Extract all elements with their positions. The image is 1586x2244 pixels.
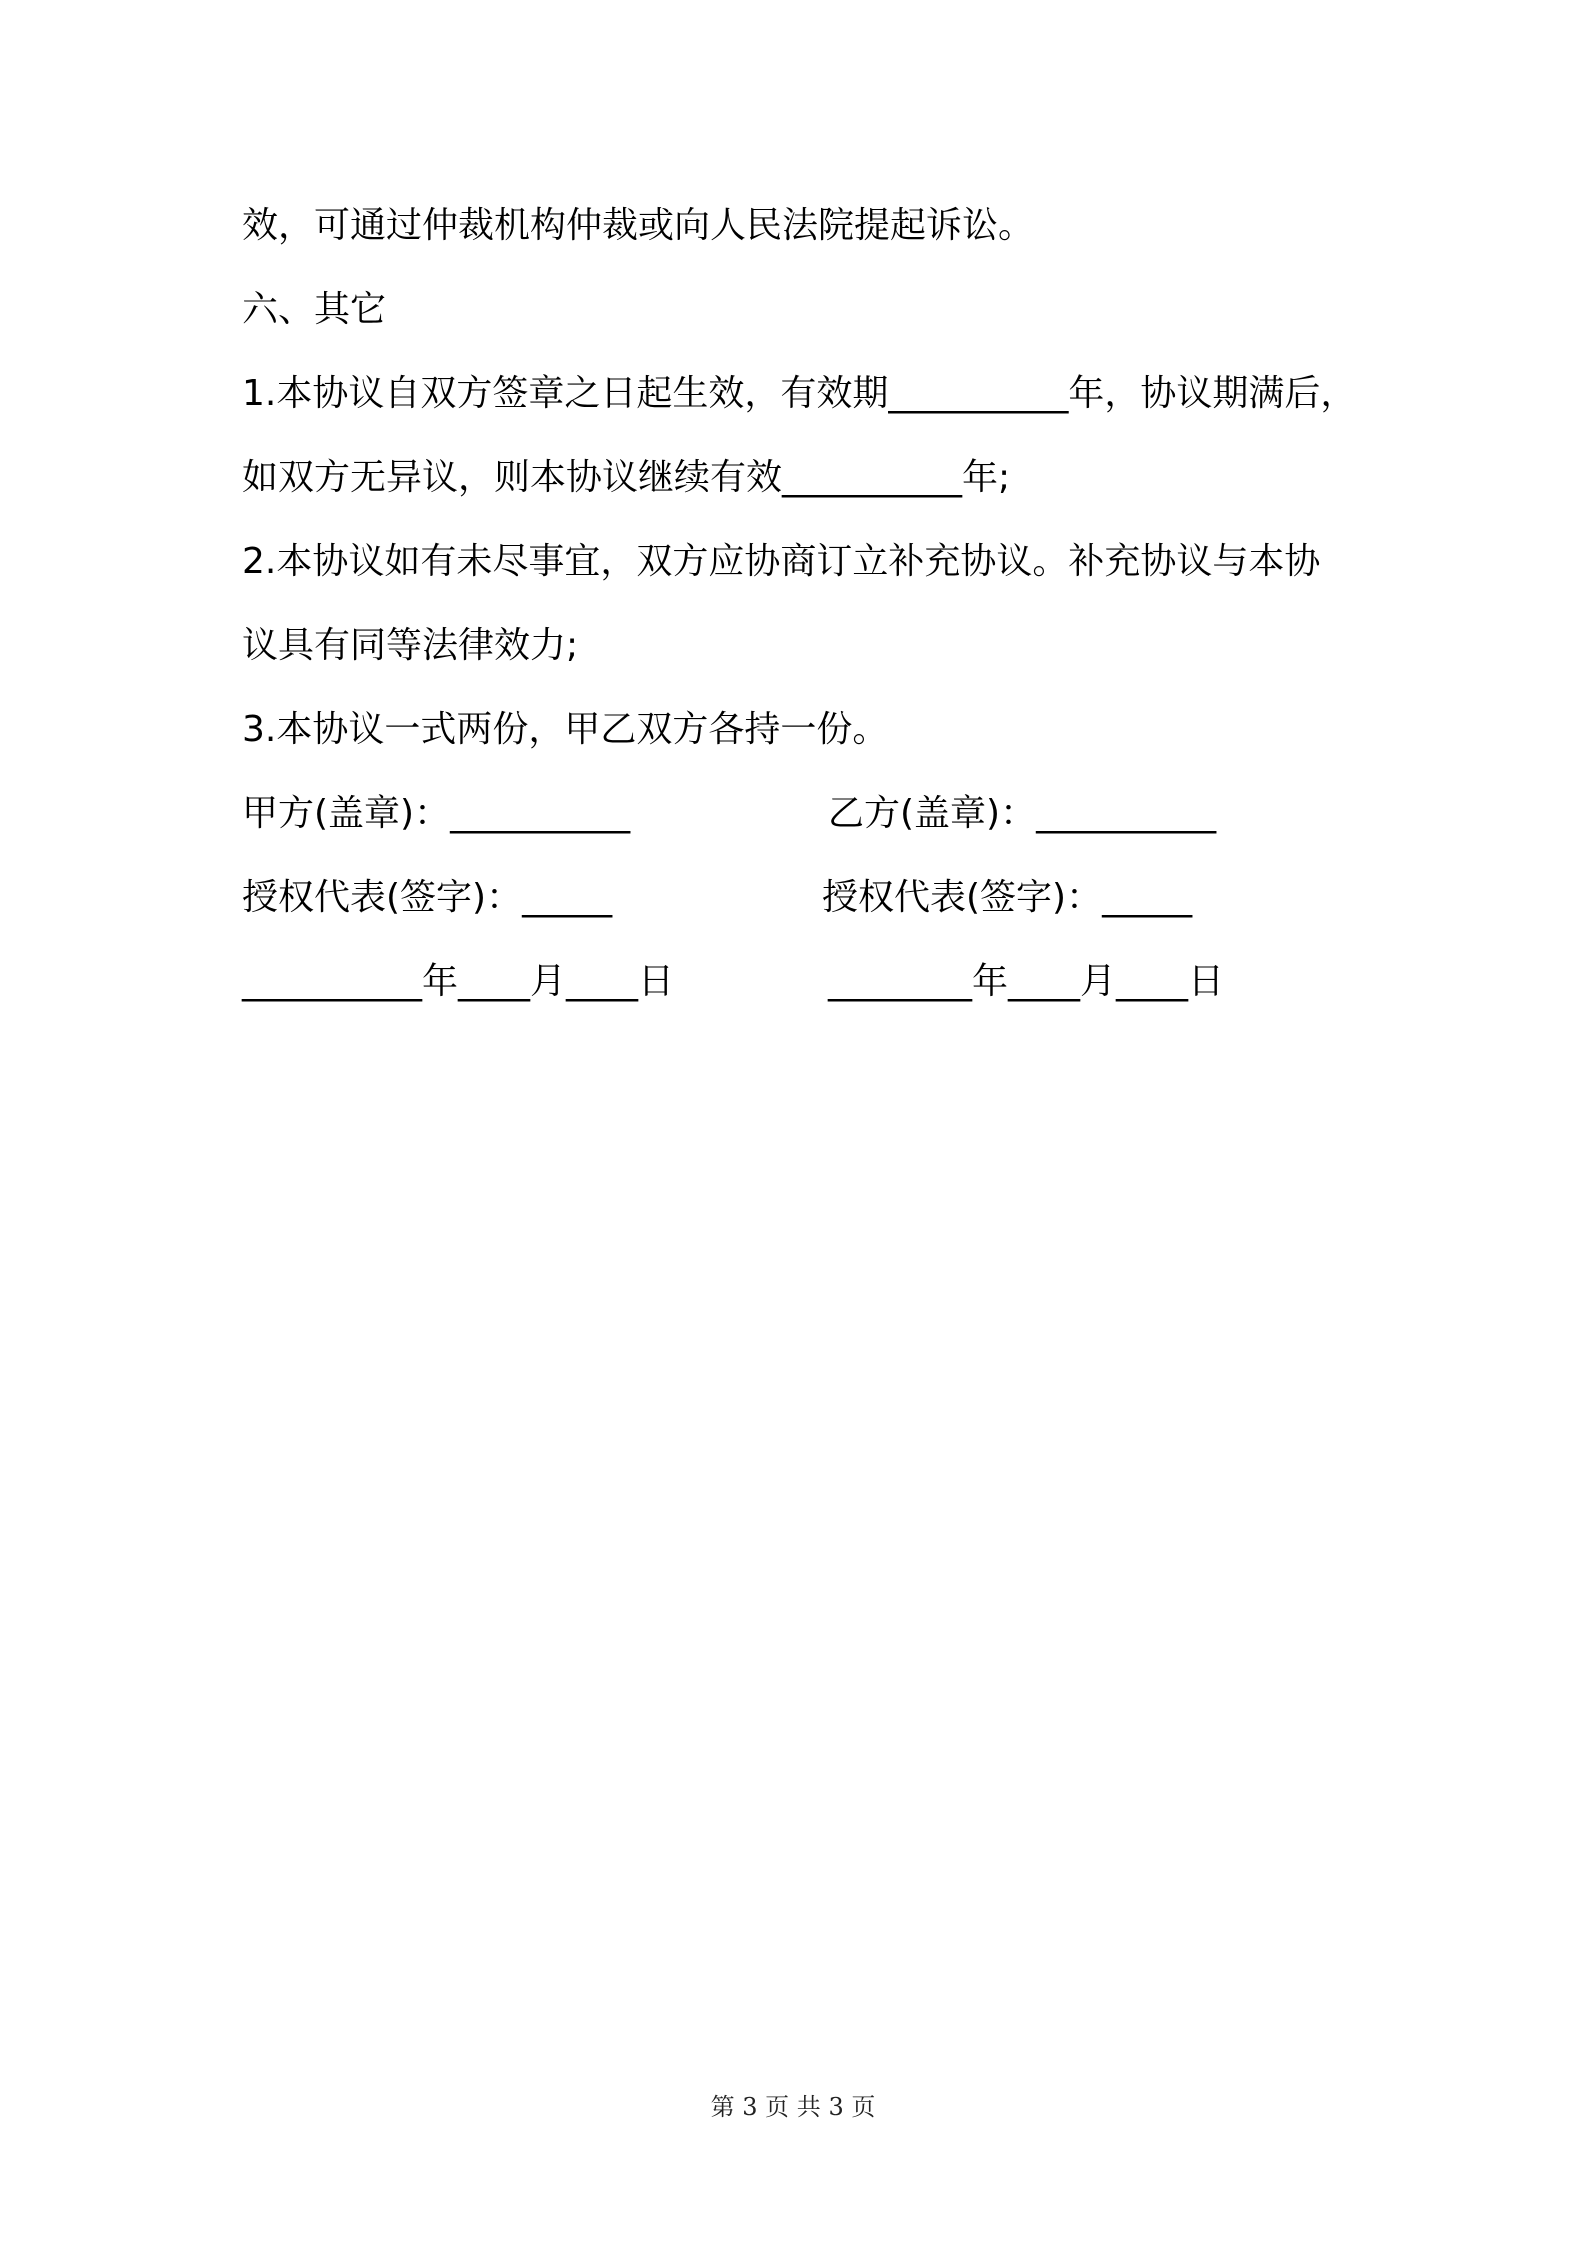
section-heading-other: 六、其它 [242,289,387,330]
party-a-date: __________年____月____日 [242,961,674,1002]
clause-1-line-1: 1.本协议自双方签章之日起生效，有效期__________年，协议期满后， [242,373,1357,414]
party-b-representative: 授权代表(签字)：_____ [822,877,1193,918]
clause-2-line-2: 议具有同等法律效力; [242,625,579,666]
page-number-footer: 第 3 页 共 3 页 [710,2093,876,2121]
party-a-representative: 授权代表(签字)：_____ [242,877,613,918]
party-b-seal: 乙方(盖章)：__________ [828,793,1217,834]
party-b-date: ________年____月____日 [828,961,1224,1002]
clause-3: 3.本协议一式两份，甲乙双方各持一份。 [242,709,889,750]
clause-2-line-1: 2.本协议如有未尽事宜，双方应协商订立补充协议。补充协议与本协 [242,541,1321,582]
paragraph-dispute-resolution-end: 效，可通过仲裁机构仲裁或向人民法院提起诉讼。 [242,205,1035,246]
party-a-seal: 甲方(盖章)：__________ [242,793,631,834]
clause-1-line-2: 如双方无异议，则本协议继续有效__________年; [242,457,1011,498]
